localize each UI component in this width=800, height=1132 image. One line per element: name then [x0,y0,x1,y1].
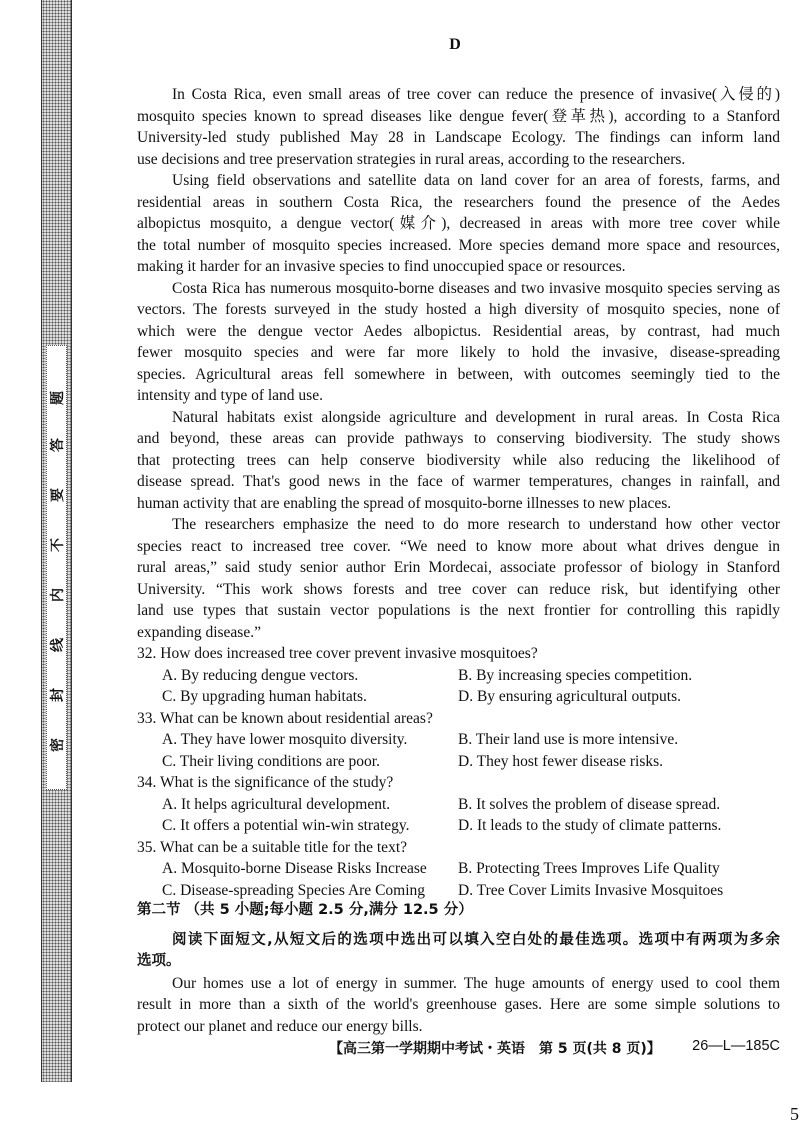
answer-option[interactable]: B. By increasing species competition. [458,666,693,684]
answer-option[interactable]: B. It solves the problem of disease spread. [458,795,721,813]
option-row [137,665,780,687]
exam-info: 【高三第一学期期中考试・英语 第 5 页(共 8 页)】 [329,1041,661,1057]
answer-option[interactable]: D. By ensuring agricultural outputs. [458,688,681,705]
passage-line: protect our planet and reduce our energy bills. [137,1017,423,1035]
option-row [137,729,780,751]
margin-char: 内 [50,588,66,602]
answer-option[interactable]: A. It helps agricultural development. [162,795,391,813]
passage-line: University-led study published May 28 in Landscape Ecology. The findings can inform land [137,129,780,146]
answer-option[interactable]: D. Tree Cover Limits Invasive Mosquitoes [458,881,724,899]
answer-option[interactable]: C. Their living conditions are poor. [162,752,380,770]
margin-char: 题 [50,391,66,405]
answer-option[interactable]: B. Protecting Trees Improves Life Quality [458,860,720,877]
question-stem: 34. What is the significance of the study? [137,774,394,791]
answer-option[interactable]: C. It offers a potential win-win strategy. [162,817,410,834]
passage-line: vectors. The forests surveyed in the study hosted a high diversity of mosquito species, none of [137,301,780,318]
passage-line: Using field observations and satellite data on land cover for an area of forests, farms, and [172,172,780,189]
paper-code: 26—L—185C [692,1038,780,1054]
passage-line: fewer mosquito species and were far more likely to hold the invasive, disease-spreading [137,344,780,361]
question-stem: 33. What can be known about residential areas? [137,709,433,727]
margin-char: 不 [50,538,66,552]
section-title: D [449,36,461,53]
answer-option[interactable]: A. They have lower mosquito diversity. [162,731,408,748]
passage-line: Natural habitats exist alongside agriculture and development in rural areas. In Costa Rica [172,408,780,426]
option-row [137,858,780,880]
answer-option[interactable]: D. They host fewer disease risks. [458,752,664,770]
passage-line: In Costa Rica, even small areas of tree cover can reduce the presence of invasive(入侵的) [172,86,780,103]
passage-line: the total number of mosquito species increased. More species demand more space and resources, [137,236,780,254]
passage-line: species react to increased tree cover. “We need to know more about what drives dengue in [137,537,780,555]
margin-char: 封 [50,688,66,702]
passage-line: result in more than a sixth of the world's greenhouse gases. Here are some simple solutions to [137,996,780,1013]
instruction-line: 阅读下面短文,从短文后的选项中选出可以填入空白处的最佳选项。选项中有两项为多余 [172,931,780,948]
option-row [137,880,780,902]
passage-line: use decisions and tree preservation strategies in rural areas, according to the researchers. [137,150,686,168]
answer-option[interactable]: C. By upgrading human habitats. [162,688,367,705]
passage-line: intensity and type of land use. [137,387,323,404]
page-mark: 5 [790,1104,799,1124]
option-row [137,794,780,816]
passage-line: University. “This work shows forests and tree cover can reduce risk, but identifying other [137,580,780,598]
margin-char: 线 [50,638,66,652]
answer-option[interactable]: B. Their land use is more intensive. [458,731,679,748]
passage-line: disease spread. That's good news in the face of warmer temperatures, changes in rainfall, and [137,473,780,490]
question-stem: 35. What can be a suitable title for the text? [137,838,408,856]
passage-line: human activity that are enabling the spread of mosquito-borne illnesses to new places. [137,494,672,512]
passage-line: Costa Rica has numerous mosquito-borne diseases and two invasive mosquito species serving as [172,279,780,297]
option-row [137,815,780,837]
passage-line: species. Agricultural areas fell somewhere in between, with outcomes seemingly tied to the [137,365,780,383]
passage-line: The researchers emphasize the need to do more research to understand how other vector [172,516,780,533]
passage-line: and beyond, these areas can provide pathways to conserving biodiversity. The study shows [137,430,780,447]
answer-option[interactable]: C. Disease-spreading Species Are Coming [162,881,426,899]
margin-char: 要 [50,488,66,502]
answer-option[interactable]: A. Mosquito-borne Disease Risks Increase [162,860,427,877]
passage-line: rural areas,” said study senior author Erin Mordecai, associate professor of biology in Stanford [137,559,780,576]
option-row [137,751,780,773]
passage-line: albopictus mosquito, a dengue vector(媒介), decreased in areas with more tree cover while [137,215,780,232]
answer-option[interactable]: D. It leads to the study of climate patterns. [458,817,722,834]
passage-line: mosquito species known to spread diseases like dengue fever(登革热), according to a Stanford [137,107,780,125]
instruction-line: 选项。 [137,953,181,969]
passage-line: which were the dengue vector Aedes albopictus. Residential areas, by contrast, had much [137,322,780,340]
passage-line: making it harder for an invasive species to find unoccupied space or resources. [137,258,626,275]
question-stem: 32. How does increased tree cover prevent invasive mosquitoes? [137,645,538,662]
passage-line: land use types that sustain vector populations is the next frontier for controlling this rapidly [137,602,780,619]
margin-char: 密 [50,738,66,752]
passage-line: that protecting trees can help conserve biodiversity while also reducing the likelihood of [137,451,780,469]
option-row [137,686,780,708]
passage-line: expanding disease.” [137,623,261,641]
section-2-heading: 第二节 （共 5 小题;每小题 2.5 分,满分 12.5 分） [137,902,473,918]
passage-line: Our homes use a lot of energy in summer. The huge amounts of energy used to cool them [172,974,780,992]
binding-margin-box [46,345,67,790]
passage-line: residential areas in southern Costa Rica, the researchers found the presence of the Aedes [137,193,780,211]
section-2 [137,900,780,1037]
answer-option[interactable]: A. By reducing dengue vectors. [162,666,359,684]
margin-char: 答 [50,438,66,452]
reading-passage [137,84,780,901]
